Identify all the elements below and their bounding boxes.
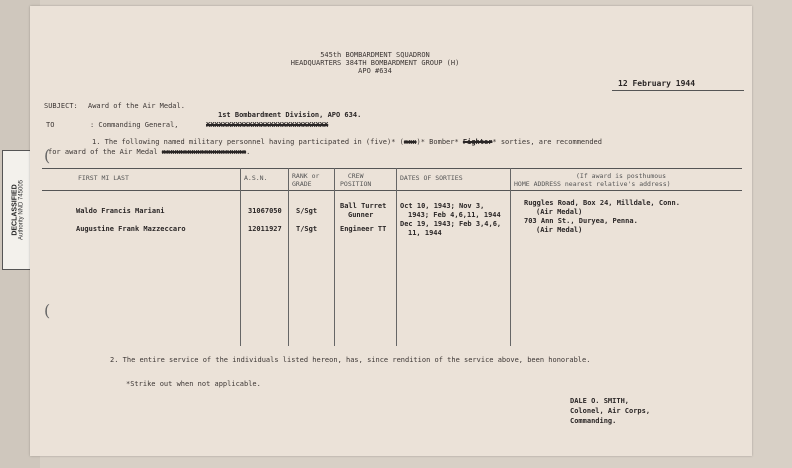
letterhead: [270, 51, 480, 75]
row-2-rank: T/Sgt: [296, 225, 318, 233]
column-divider-2: [288, 168, 289, 346]
row-1-asn: 31067050: [248, 207, 282, 215]
paragraph-2: 2. The entire service of the individuals listed hereon, has, since rendition of the service above, been honorable.: [110, 356, 591, 364]
letterhead-squadron: 545th BOMBARDMENT SQUADRON: [320, 51, 430, 59]
signature-name: DALE O. SMITH,: [570, 397, 630, 405]
binder-hole-mark-bottom: (: [44, 301, 51, 320]
date-underline: [612, 90, 744, 91]
row-1-position-line-1: Ball Turret: [340, 202, 387, 210]
column-header-position-line-2: POSITION: [340, 180, 372, 188]
para1-struck-count: xxx: [403, 138, 417, 146]
row-2-asn: 12011927: [248, 225, 282, 233]
to-label: TO: [46, 121, 55, 129]
column-divider-3: [334, 168, 335, 346]
column-header-address-line-1: (If award is posthumous: [576, 172, 667, 180]
paragraph-1-line-1: [92, 138, 602, 147]
row-2-dates-line-1: Dec 19, 1943; Feb 3,4,6,: [400, 220, 502, 228]
column-divider-5: [510, 168, 511, 346]
letterhead-apo: APO #634: [358, 67, 392, 75]
signature-role: Commanding.: [570, 417, 617, 425]
row-2-dates-line-2: 11, 1944: [408, 229, 442, 237]
column-header-rank: [292, 172, 319, 188]
column-header-position-line-1: CREW: [347, 172, 364, 180]
column-header-position: [340, 172, 371, 188]
column-header-rank-line-1: RANK or: [292, 172, 320, 180]
column-header-address-line-2: HOME ADDRESS nearest relative's address): [514, 180, 671, 188]
row-1-dates-line-2: 1943; Feb 4,6,11, 1944: [408, 211, 501, 219]
para1-struck-medal: xxxxxxxxxxxxxxxxxxxx: [161, 148, 247, 156]
binder-hole-mark-top: (: [44, 146, 51, 165]
signature-rank: Colonel, Air Corps,: [570, 407, 651, 415]
row-2-name: Augustine Frank Mazzeccaro: [76, 225, 186, 233]
column-header-rank-line-2: GRADE: [292, 180, 312, 188]
row-2-address-line-2: (Air Medal): [536, 226, 583, 234]
table-top-rule: [42, 168, 742, 169]
to-division: 1st Bombardment Division, APO 634.: [218, 111, 362, 119]
column-header-name: FIRST MI LAST: [78, 174, 129, 182]
row-1-position-line-2: Gunner: [348, 211, 374, 219]
para1-text-a: 1. The following named military personnel having participated in (five)* (: [92, 138, 404, 146]
document-page: [30, 6, 752, 456]
stamp-authority: Authority NND 745005: [18, 179, 25, 241]
para1-struck-fighter: Fighter: [462, 138, 493, 146]
footnote: *Strike out when not applicable.: [126, 380, 261, 388]
para1-text-f: for award of the Air Medal: [48, 148, 162, 156]
para1-text-e: * sorties, are recommended: [492, 138, 602, 146]
to-struck-text: XXXXXXXXXXXXXXXXXXXXXXXXXXXXX: [206, 121, 329, 129]
column-header-dates: DATES OF SORTIES: [400, 174, 463, 182]
row-1-name: Waldo Francis Mariani: [76, 207, 165, 215]
column-divider-4: [396, 168, 397, 346]
row-1-dates-line-1: Oct 10, 1943; Nov 3,: [400, 202, 485, 210]
row-1-address-line-2: (Air Medal): [536, 208, 583, 216]
row-1-rank: S/Sgt: [296, 207, 318, 215]
subject-label: SUBJECT:: [44, 102, 78, 110]
column-header-address: [514, 172, 671, 188]
row-1-address-line-1: Ruggles Road, Box 24, Milldale, Conn.: [524, 199, 680, 207]
paragraph-1-line-2: [48, 148, 250, 157]
column-header-asn: A.S.N.: [244, 174, 268, 182]
row-2-position-line-1: Engineer TT: [340, 225, 387, 233]
subject-text: Award of the Air Medal.: [88, 102, 185, 110]
para1-text-h: .: [246, 148, 251, 156]
column-divider-1: [240, 168, 241, 346]
row-2-address-line-1: 703 Ann St., Duryea, Penna.: [524, 217, 638, 225]
stamp-title: DECLASSIFIED: [11, 184, 19, 236]
para1-text-c: )* Bomber*: [416, 138, 463, 146]
document-date: 12 February 1944: [618, 79, 696, 88]
to-text: : Commanding General,: [90, 121, 179, 129]
table-header-rule: [42, 190, 742, 191]
letterhead-group: HEADQUARTERS 384TH BOMBARDMENT GROUP (H): [290, 59, 460, 67]
